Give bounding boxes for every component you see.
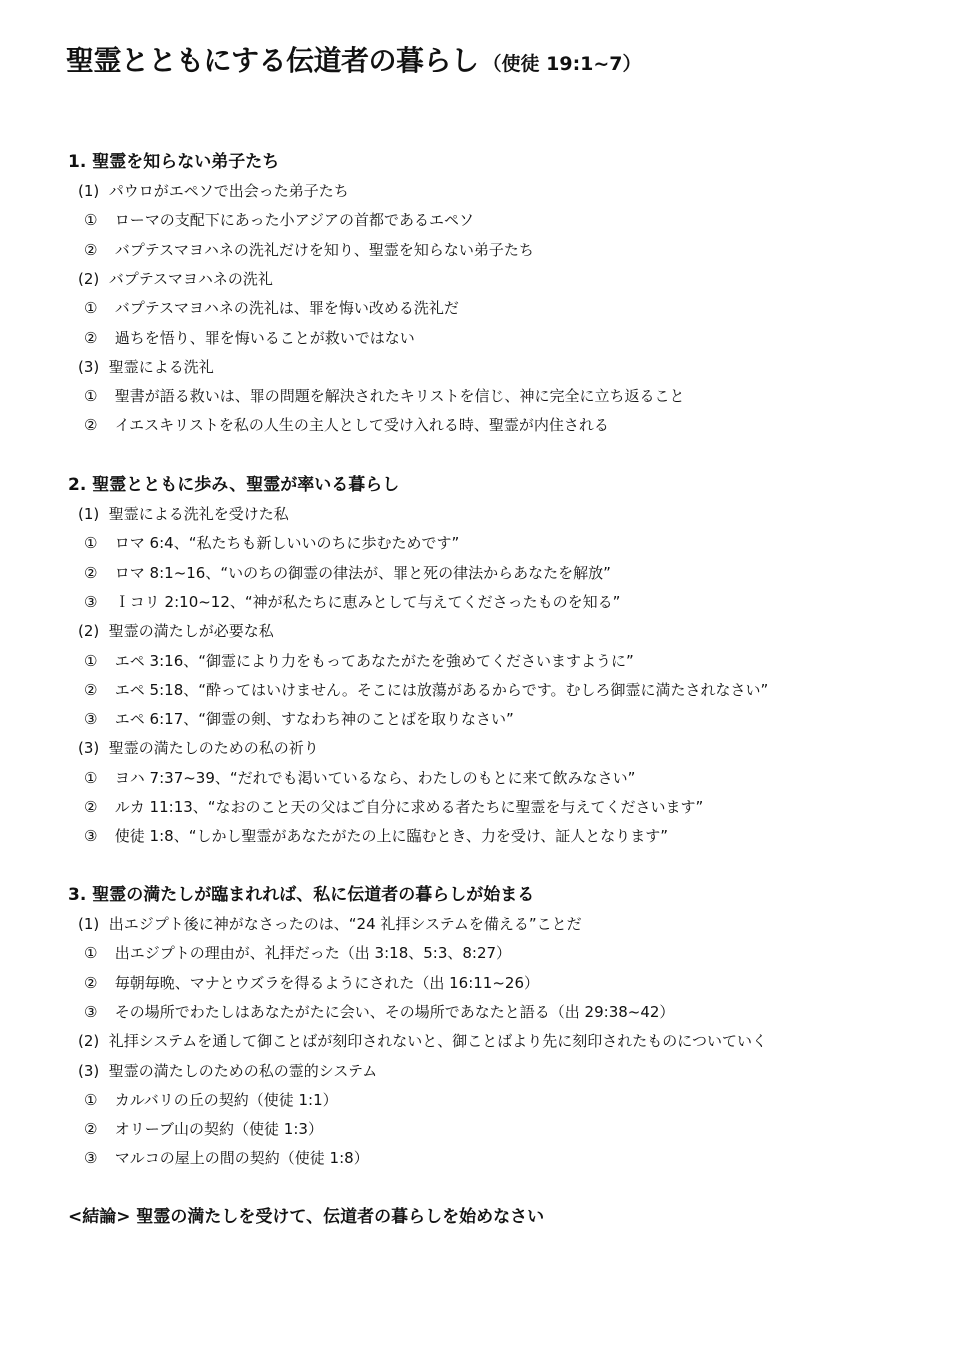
item-marker: ② [84, 328, 98, 347]
item-text: 毎朝毎晩、マナとウズラを得るようにされた（出 16:11~26） [114, 973, 539, 992]
section-heading: 3. 聖霊の満たしが臨まれれば、私に伝道者の暮らしが始まる [68, 885, 535, 905]
conclusion: <結論> 聖霊の満たしを受けて、伝道者の暮らしを始めなさい [68, 1207, 545, 1227]
item-text: カルバリの丘の契約（使徒 1:1） [114, 1090, 338, 1109]
list-item [84, 562, 611, 584]
subsection-item [78, 268, 273, 290]
item-marker: (1) [78, 182, 100, 200]
subsection-item [78, 913, 582, 935]
list-item [84, 209, 474, 231]
item-marker: ② [84, 680, 98, 699]
title-main: 聖霊とともにする伝道者の暮らし [66, 44, 479, 77]
list-item [84, 532, 459, 554]
item-marker: (2) [78, 1032, 100, 1051]
list-item [84, 825, 668, 847]
subsection-item [78, 620, 274, 642]
list-item [84, 385, 685, 407]
list-item [84, 1118, 323, 1140]
item-text: 聖霊による洗礼 [108, 357, 214, 376]
subsection-item [78, 180, 349, 202]
item-marker: ③ [84, 1002, 98, 1021]
item-marker: (2) [78, 622, 100, 641]
item-text: ヨハ 7:37~39、“だれでも渇いているなら、わたしのもとに来て飲みなさい” [114, 768, 636, 787]
item-marker: ② [84, 563, 98, 582]
list-item [84, 972, 539, 994]
item-text: 出エジプト後に神がなさったのは、“24 礼拝システムを備える”ことだ [108, 915, 582, 933]
item-text: マルコの屋上の間の契約（使徒 1:8） [114, 1149, 369, 1168]
item-text: ルカ 11:13、“なおのこと天の父はご自分に求める者たちに聖霊を与えてくださいます” [114, 798, 704, 816]
item-text: ロマ 8:1~16、“いのちの御霊の律法が、罪と死の律法からあなたを解放” [114, 563, 611, 582]
item-marker: (1) [78, 505, 100, 523]
item-text: エペ 6:17、“御霊の剣、すなわち神のことばを取りなさい” [114, 710, 514, 729]
item-text: 聖霊の満たしのための私の霊的システム [108, 1061, 378, 1080]
item-text: エペ 5:18、“酔ってはいけません。そこには放蕩があるからです。むしろ御霊に満たされなさい” [114, 680, 769, 699]
item-text: エペ 3:16、“御霊により力をもってあなたがたを強めてくださいますように” [114, 651, 634, 670]
item-marker: (2) [78, 269, 100, 288]
subsection-item [78, 1030, 767, 1052]
item-marker: ② [84, 1120, 98, 1139]
item-marker: ③ [84, 827, 98, 846]
item-marker: ① [84, 387, 98, 406]
list-item [84, 239, 534, 261]
item-text: パウロがエペソで出会った弟子たち [108, 182, 349, 200]
list-item [84, 327, 415, 349]
item-text: ローマの支配下にあった小アジアの首都であるエペソ [114, 211, 475, 230]
page-title [66, 42, 642, 83]
list-item [84, 679, 768, 701]
item-text: 礼拝システムを通して御ことばが刻印されないと、御ことばより先に刻印されたものについていく [108, 1032, 767, 1051]
list-item [84, 942, 511, 964]
item-text: その場所でわたしはあなたがたに会い、その場所であなたと語る（出 29:38~42） [114, 1002, 675, 1021]
item-text: バプテスマヨハネの洗礼だけを知り、聖霊を知らない弟子たち [114, 240, 534, 259]
title-reference: （使徒 19:1~7） [482, 53, 642, 75]
list-item [84, 297, 459, 319]
item-marker: ① [84, 299, 98, 318]
section-heading: 2. 聖霊とともに歩み、聖霊が率いる暮らし [68, 475, 400, 495]
section-heading: 1. 聖霊を知らない弟子たち [68, 152, 280, 172]
list-item [84, 796, 703, 818]
item-marker: ① [84, 768, 98, 787]
item-marker: ③ [84, 1149, 98, 1168]
item-marker: (3) [78, 739, 100, 758]
list-item [84, 1089, 338, 1111]
item-text: イエスキリストを私の人生の主人として受け入れる時、聖霊が内住される [114, 416, 609, 435]
item-marker: ② [84, 240, 98, 259]
item-text: バプテスマヨハネの洗礼は、罪を悔い改める洗礼だ [114, 299, 459, 318]
item-marker: ② [84, 416, 98, 435]
item-text: ロマ 6:4、“私たちも新しいいのちに歩むためです” [114, 534, 460, 553]
item-text: 聖霊の満たしが必要な私 [108, 622, 274, 641]
item-text: 聖霊の満たしのための私の祈り [108, 739, 319, 758]
list-item [84, 708, 514, 730]
item-text: 聖霊による洗礼を受けた私 [108, 505, 289, 523]
item-text: 聖書が語る救いは、罪の問題を解決されたキリストを信じ、神に完全に立ち返ること [114, 387, 685, 406]
item-marker: (3) [78, 357, 100, 376]
item-marker: (3) [78, 1061, 100, 1080]
item-marker: ① [84, 651, 98, 670]
item-marker: ② [84, 973, 98, 992]
item-marker: ① [84, 211, 98, 230]
list-item [84, 650, 634, 672]
list-item [84, 1147, 369, 1169]
item-marker: ① [84, 944, 98, 963]
item-text: オリーブ山の契約（使徒 1:3） [114, 1120, 323, 1139]
item-marker: (1) [78, 915, 100, 933]
list-item [84, 1001, 674, 1023]
item-marker: ① [84, 534, 98, 553]
subsection-item [78, 356, 214, 378]
subsection-item [78, 503, 289, 525]
item-text: 過ちを悟り、罪を悔いることが救いではない [114, 328, 415, 347]
subsection-item [78, 1060, 377, 1082]
list-item [84, 591, 620, 613]
item-text: バプテスマヨハネの洗礼 [108, 269, 273, 288]
list-item [84, 414, 609, 436]
item-text: 使徒 1:8、“しかし聖霊があなたがたの上に臨むとき、力を受け、証人となります” [114, 827, 669, 846]
item-marker: ② [84, 798, 98, 816]
item-marker: ③ [84, 710, 98, 729]
subsection-item [78, 737, 319, 759]
item-text: Ｉコリ 2:10~12、“神が私たちに恵みとして与えてくださったものを知る” [114, 592, 621, 611]
list-item [84, 767, 635, 789]
item-marker: ① [84, 1090, 98, 1109]
item-marker: ③ [84, 592, 98, 611]
item-text: 出エジプトの理由が、礼拝だった（出 3:18、5:3、8:27） [114, 944, 512, 963]
